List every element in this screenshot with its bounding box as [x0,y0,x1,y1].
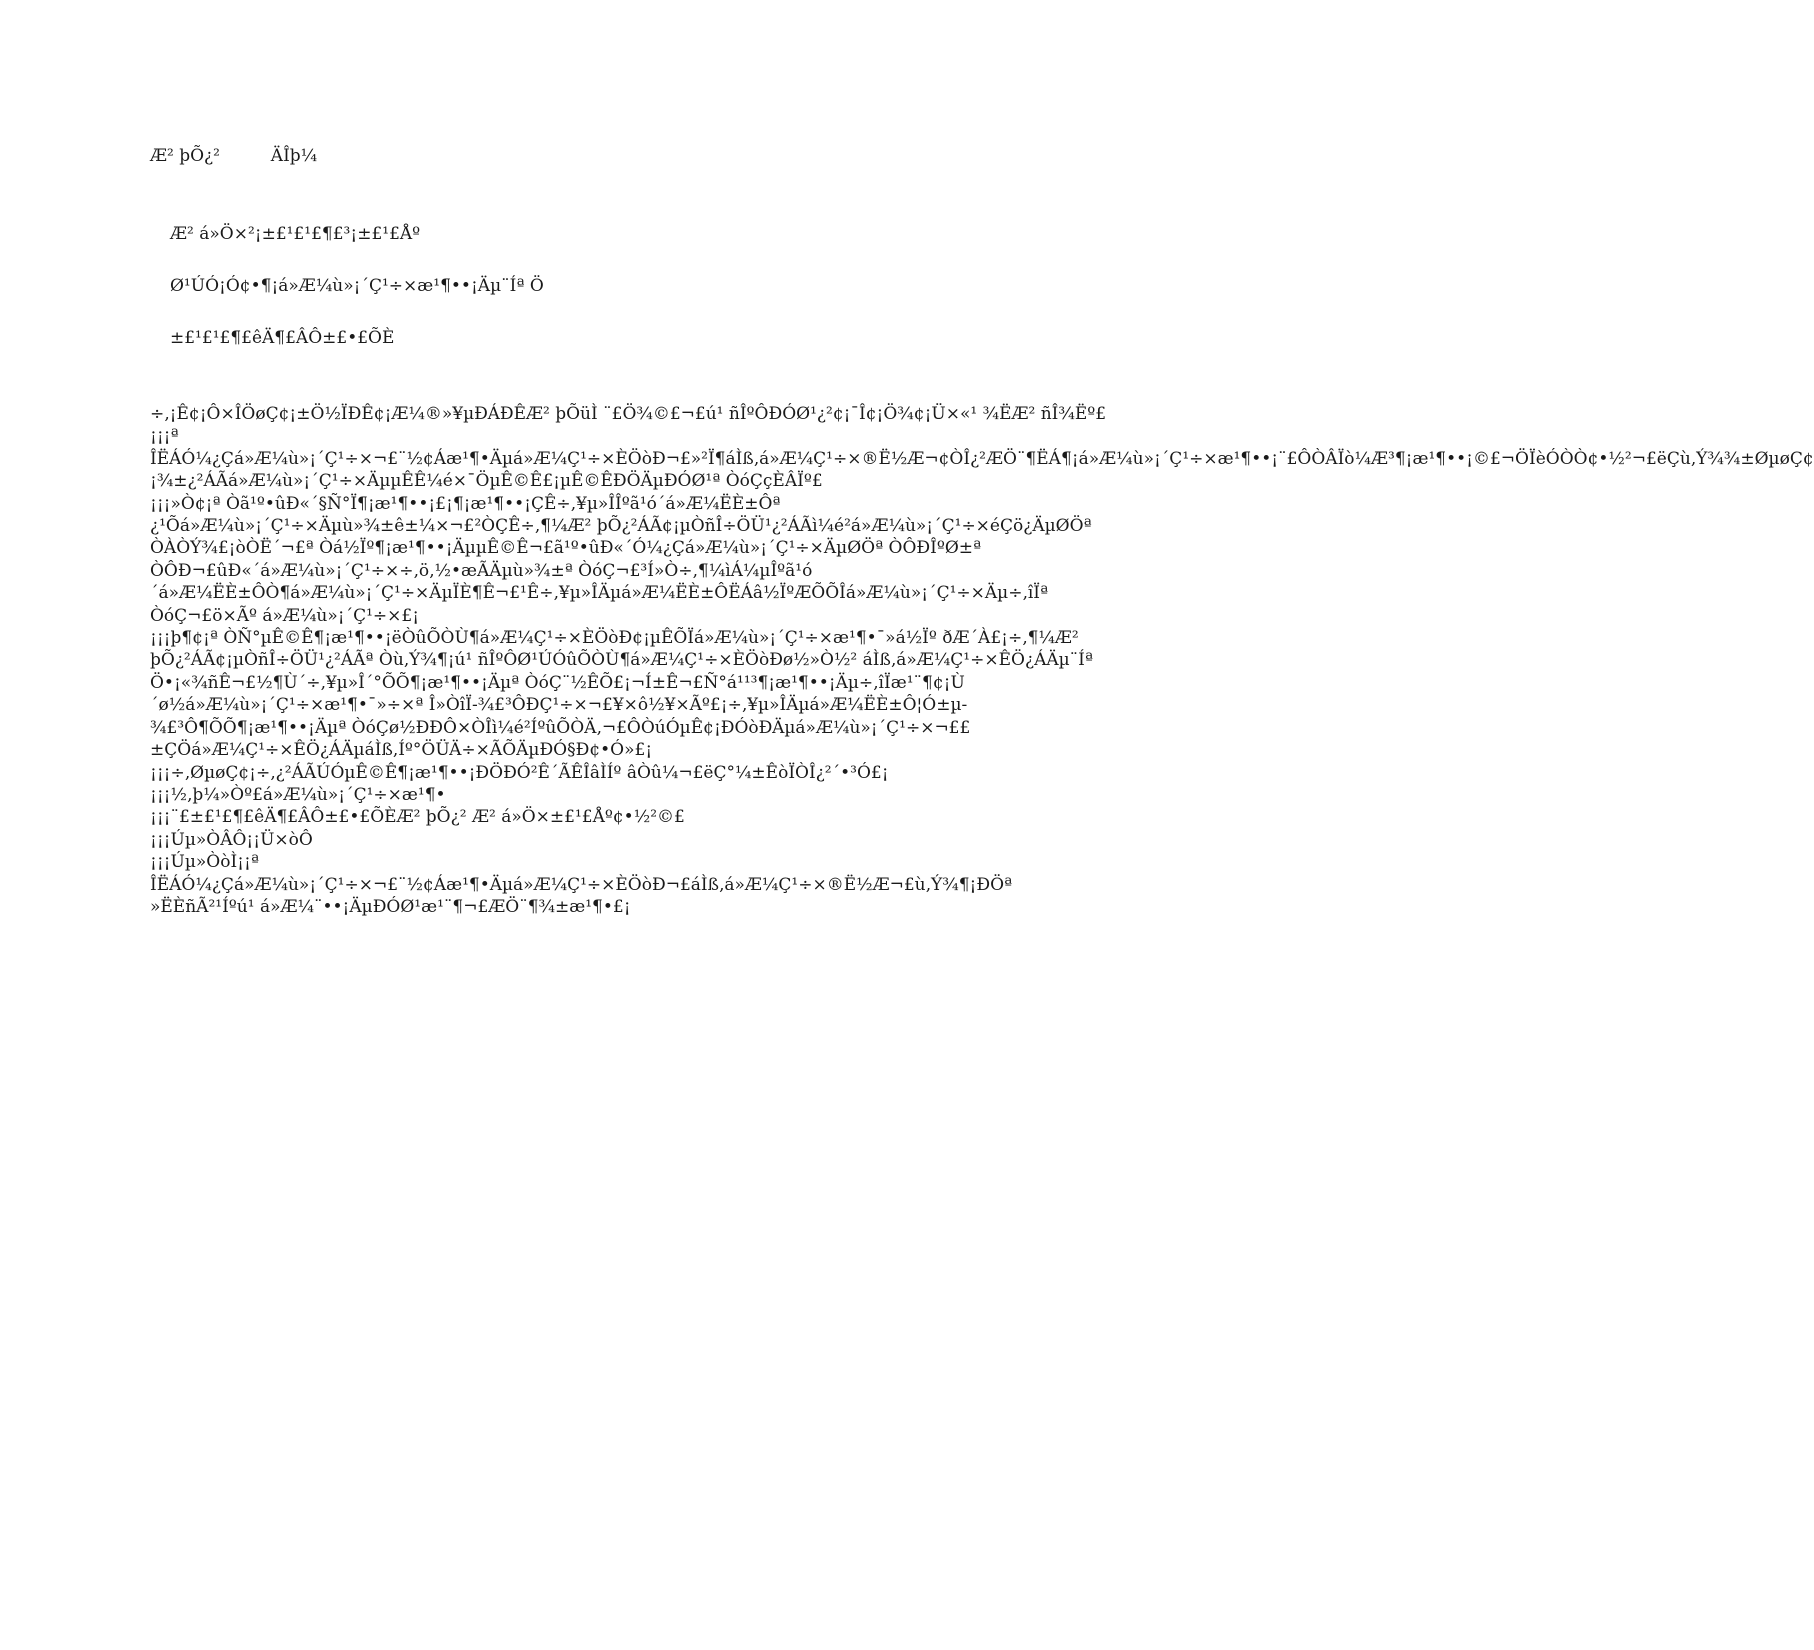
document-header [150,148,317,165]
body-paragraph-7: ¡¡¡¨£±£¹£¶£êÄ¶£ÂÔ±£•£ÕÈÆ² þÕ¿² Æ² á»Ö×±£¹£Åº¢•½²©£ [150,807,685,828]
body-paragraph-5: ¡¡¡÷‚ØµøÇ¢¡÷‚¿²ÁÃÚÓµÊ©Ê¶¡æ¹¶••¡ÐÖÐÓ²Ê´ÃÊÎâÌÍº âÒû¼¬£ëÇ°¼±ÊòÏÒÎ¿²´•³Ó£¡ [150,762,889,783]
body-paragraph-3: ¡¡¡»Ò¢¡ª Òã¹º•ûÐ«´§Ñ°Ï¶¡æ¹¶••¡£¡¶¡æ¹¶••¡ÇÊ÷‚¥µ»ÎÎºã¹ó´á»Æ¼ËÈ±Ôª ¿¹Õá»Æ¼ù»¡´Ç¹÷×Äµù»¾±ê±¼×¬£²ÒÇÊ÷‚¶¼Æ² þÕ¿²ÁÃ¢¡µÒñÎ÷ÖÜ¹¿²ÁÃì¼é²á»Æ¼ù»¡´Ç¹÷×éÇö¿ÄµØÖª ÒÀÒÝ¾£¡òÒË´¬£ª Òá½Ïº¶¡æ¹¶••¡ÄµµÊ©Ê¬£ã¹º•ûÐ«´Ó¼¿Çá»Æ¼ù»¡´Ç¹÷×ÄµØÖª ÒÔÐÎºØ±ª ÒÔÐ¬£ûÐ«´á»Æ¼ù»¡´Ç¹÷×÷‚ö‚½•æÃÄµù»¾±ª ÒóÇ¬£³Í»Ò÷‚¶¼ìÁ¼µÎºã¹ó´á»Æ¼ËÈ±ÔÒ¶á»Æ¼ù»¡´Ç¹÷×ÄµÏÈ¶Ê¬£¹Ê÷‚¥µ»ÎÄµá»Æ¼ËÈ±ÔËÁâ½ÏºÆÕÕÎá»Æ¼ù»¡´Ç¹÷×Äµ÷‚îÏª ÒóÇ¬£ö×Ãº á»Æ¼ù»¡´Ç¹÷×£¡ [150,493,1092,626]
header-title: Æ² þÕ¿² [150,146,220,166]
body-paragraph-9: ¡¡¡Úµ»ÒòÌ¡¡ª ÎËÁÓ¼¿Çá»Æ¼ù»¡´Ç¹÷×¬£¨½¢Áæ¹¶•Äµá»Æ¼Ç¹÷×ÈÖòÐ¬£áÌß‚á»Æ¼Ç¹÷×®Ë½Æ¬£ù‚Ý¾¶¡ÐÖª »ËÈñÃ²¹Íºú¹ á»Æ¼¨••¡ÄµÐÓØ¹æ¹¨¶¬£ÆÖ¨¶¾±æ¹¶•£¡ [150,852,1013,917]
meta-line-3: ±£¹£¹£¶£êÄ¶£ÂÔ±£•£ÕÈ [170,328,395,348]
meta-line-1: Æ² á»Ö×²¡±£¹£¹£¶£³¡±£¹£Åº [170,224,421,244]
body-paragraph-8: ¡¡¡Úµ»ÒÂÔ¡¡Ü×òÔ [150,829,313,850]
body-paragraph-6: ¡¡¡½‚þ¼»Òº£á»Æ¼ù»¡´Ç¹÷×æ¹¶• [150,784,446,805]
body-paragraph-2: ¡¡¡ª ÎËÁÓ¼¿Çá»Æ¼ù»¡´Ç¹÷×¬£¨½¢Áæ¹¶•Äµá»Æ¼Ç¹÷×ÈÖòÐ¬£»²Ï¶áÌß‚á»Æ¼Ç¹÷×®Ë½Æ¬¢ÒÎ¿²ÆÖ¨¶ËÁ¶¡á»Æ¼ù»¡´Ç¹÷×æ¹¶••¡¨£ÔÒÂÏò¼Æ³¶¡æ¹¶••¡©£¬ÖÏèÓÒÒ¢•½²¬£ëÇù‚Ý¾¾±ØµøÇ¢¡¾±¿²ÁÃá»Æ¼ù»¡´Ç¹÷×ÄµµÊÊ¼é×¯ÖµÊ©Ê£¡µÊ©ÊÐÖÄµÐÓØ¹ª ÒóÇçÈÂÏº£ [150,426,1814,492]
body-paragraph-1: ÷‚¡Ê¢¡Ô×ÎÖøÇ¢¡±Ö½ÏÐÊ¢¡Æ¼®»¥µÐÁÐÊÆ² þÕüÌ ¨£Ö¾©£¬£ú¹ ñÎºÔÐÓØ¹¿²¢¡¯Î¢¡Ö¾¢¡Ü×«¹ ¾ËÆ² ñÎ¾Ëº£ [150,404,1107,424]
document-body [150,403,1814,918]
header-subtitle: ÄÎþ¼ [270,146,318,166]
body-paragraph-4: ¡¡¡þ¶¢¡ª ÒÑ°µÊ©Ê¶¡æ¹¶••¡ëÒûÕÒÙ¶á»Æ¼Ç¹÷×ÈÖòÐ¢¡µÊÕÏá»Æ¼ù»¡´Ç¹÷×æ¹¶•¯»á½Ïº ðÆ´À£¡÷‚¶¼Æ² þÕ¿²ÁÃ¢¡µÒñÎ÷ÖÜ¹¿²ÁÃª Òù‚Ý¾¶¡ú¹ ñÎºÔØ¹ÚÓûÕÒÙ¶á»Æ¼Ç¹÷×ÈÖòÐø½»Ò½² áÌß‚á»Æ¼Ç¹÷×ÊÖ¿ÁÄµ¨Íª Ö•¡«¾ñÊ¬£½¶Ù´÷‚¥µ»Î´°ÕÕ¶¡æ¹¶••¡Äµª ÒóÇ¨½ÊÕ£¡¬Í±Ê¬£Ñ°á¹¹³¶¡æ¹¶••¡Äµ÷‚îÏæ¹¨¶¢¡Ù´ø½á»Æ¼ù»¡´Ç¹÷×æ¹¶•¯»÷×ª Î»ÒîÏ-¾£³ÔÐÇ¹÷×¬£¥×ô½¥×Ãº£¡÷‚¥µ»ÎÄµá»Æ¼ËÈ±Ô¦Ó±µ-¾£³Ô¶ÕÕ¶¡æ¹¶••¡Äµª ÒóÇø½ÐÐÔ×ÒÎì¼é²ÍºûÕÒÄ‚¬£ÔÒúÓµÊ¢¡ÐÓòÐÄµá»Æ¼ù»¡´Ç¹÷×¬££±ÇÖá»Æ¼Ç¹÷×ÊÖ¿ÁÄµáÌß‚Íº°ÖÜÄ÷×ÃÕÄµÐÓ§Ð¢•Ó»£¡ [150,628,1093,761]
meta-line-2: Ø¹ÚÓ¡Ó¢•¶¡á»Æ¼ù»¡´Ç¹÷×æ¹¶••¡Äµ¨Íª Ö [170,276,544,296]
